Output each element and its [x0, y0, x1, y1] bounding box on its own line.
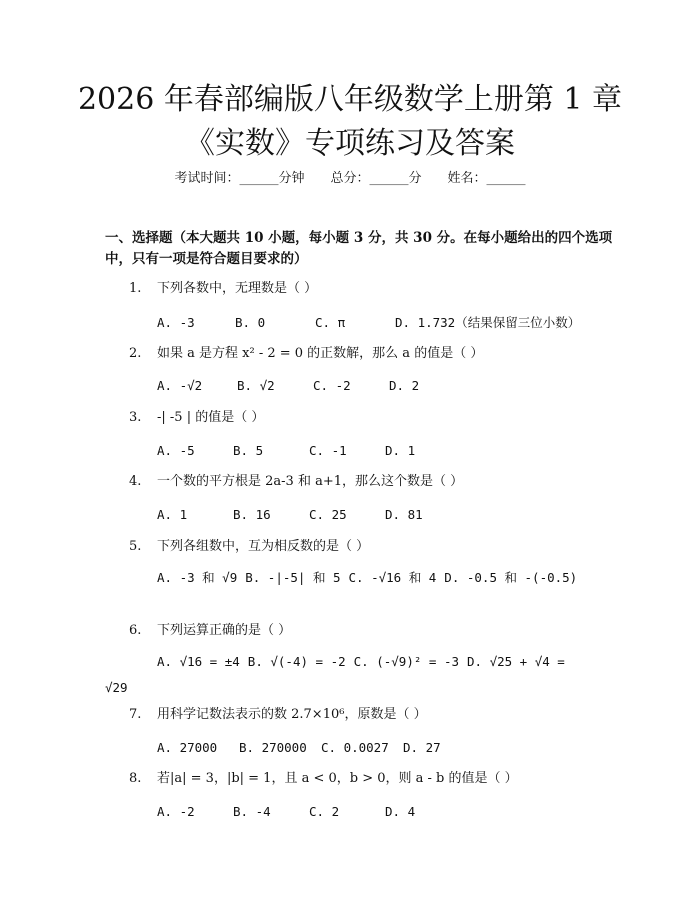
question-3-options — [157, 442, 415, 460]
section-heading: 一、选择题（本大题共 10 小题，每小题 3 分，共 30 分。在每小题给出的四个选项中，只有一项是符合题目要求的） — [105, 230, 613, 267]
question-8 — [129, 770, 518, 788]
question-7 — [129, 706, 427, 724]
option-c: C. -1 — [309, 443, 347, 458]
option-c: C. 0.0027 — [321, 740, 389, 755]
question-text: 若|a| = 3，|b| = 1，且 a < 0，b > 0，则 a - b 的值是（ ） — [157, 771, 518, 786]
option-c: C. π — [315, 315, 346, 330]
question-number: 7. — [129, 707, 142, 722]
question-5-options — [105, 565, 595, 591]
option-d: D. 1.732（结果保留三位小数） — [395, 315, 581, 330]
question-text: -| -5 | 的值是（ ） — [157, 410, 265, 425]
question-2 — [129, 345, 483, 363]
option-a: A. -5 — [157, 443, 195, 458]
question-text: 下列各数中，无理数是（ ） — [157, 281, 318, 296]
question-text: 下列运算正确的是（ ） — [157, 623, 292, 638]
question-7-options — [157, 739, 441, 757]
question-1-options — [157, 314, 580, 332]
question-4 — [129, 473, 463, 491]
option-b: B. -|-5| 和 5 — [245, 570, 341, 585]
question-text: 一个数的平方根是 2a-3 和 a+1，那么这个数是（ ） — [157, 474, 464, 489]
option-a: A. -√2 — [157, 378, 203, 393]
option-a: A. √16 = ±4 — [157, 654, 240, 669]
question-number: 4. — [129, 474, 142, 489]
option-d: D. 4 — [385, 804, 416, 819]
question-number: 2. — [129, 346, 142, 361]
question-number: 8. — [129, 771, 142, 786]
option-a: A. 1 — [157, 507, 188, 522]
exam-score: 总分：______分 — [330, 171, 422, 186]
question-1 — [129, 280, 317, 298]
option-d: D. -0.5 和 -(-0.5) — [444, 570, 578, 585]
question-number: 3. — [129, 410, 142, 425]
option-d: D. √25 + √4 = √29 — [105, 654, 565, 695]
question-8-options — [157, 803, 415, 821]
question-text: 下列各组数中，互为相反数的是（ ） — [157, 539, 370, 554]
question-number: 5. — [129, 539, 142, 554]
exam-name: 姓名：______ — [447, 171, 526, 186]
option-b: B. 270000 — [239, 740, 307, 755]
question-6-options — [105, 649, 595, 701]
exam-meta — [0, 170, 700, 188]
question-text: 如果 a 是方程 x² - 2 = 0 的正数解，那么 a 的值是（ ） — [157, 346, 484, 361]
option-c: C. (-√9)² = -3 — [353, 654, 459, 669]
option-a: A. 27000 — [157, 740, 218, 755]
option-a: A. -2 — [157, 804, 195, 819]
option-c: C. 2 — [309, 804, 340, 819]
question-number: 6. — [129, 623, 142, 638]
question-4-options — [157, 506, 423, 524]
page-title: 2026 年春部编版八年级数学上册第 1 章《实数》专项练习及答案 — [77, 82, 623, 161]
option-b: B. -4 — [233, 804, 271, 819]
question-5 — [129, 538, 369, 556]
option-b: B. √2 — [237, 378, 275, 393]
question-6 — [129, 622, 291, 640]
option-c: C. -2 — [313, 378, 351, 393]
option-b: B. 5 — [233, 443, 264, 458]
option-b: B. √(-4) = -2 — [247, 654, 346, 669]
question-2-options — [157, 377, 419, 395]
exam-time: 考试时间：______分钟 — [174, 171, 305, 186]
question-text: 用科学记数法表示的数 2.7×10⁶，原数是（ ） — [157, 707, 427, 722]
option-d: D. 2 — [389, 378, 420, 393]
option-d: D. 1 — [385, 443, 416, 458]
question-number: 1. — [129, 281, 142, 296]
option-d: D. 81 — [385, 507, 423, 522]
option-a: A. -3 — [157, 315, 195, 330]
option-d: D. 27 — [403, 740, 441, 755]
option-c: C. 25 — [309, 507, 347, 522]
option-b: B. 16 — [233, 507, 271, 522]
option-c: C. -√16 和 4 — [348, 570, 437, 585]
option-b: B. 0 — [235, 315, 266, 330]
question-3 — [129, 409, 264, 427]
option-a: A. -3 和 √9 — [157, 570, 238, 585]
